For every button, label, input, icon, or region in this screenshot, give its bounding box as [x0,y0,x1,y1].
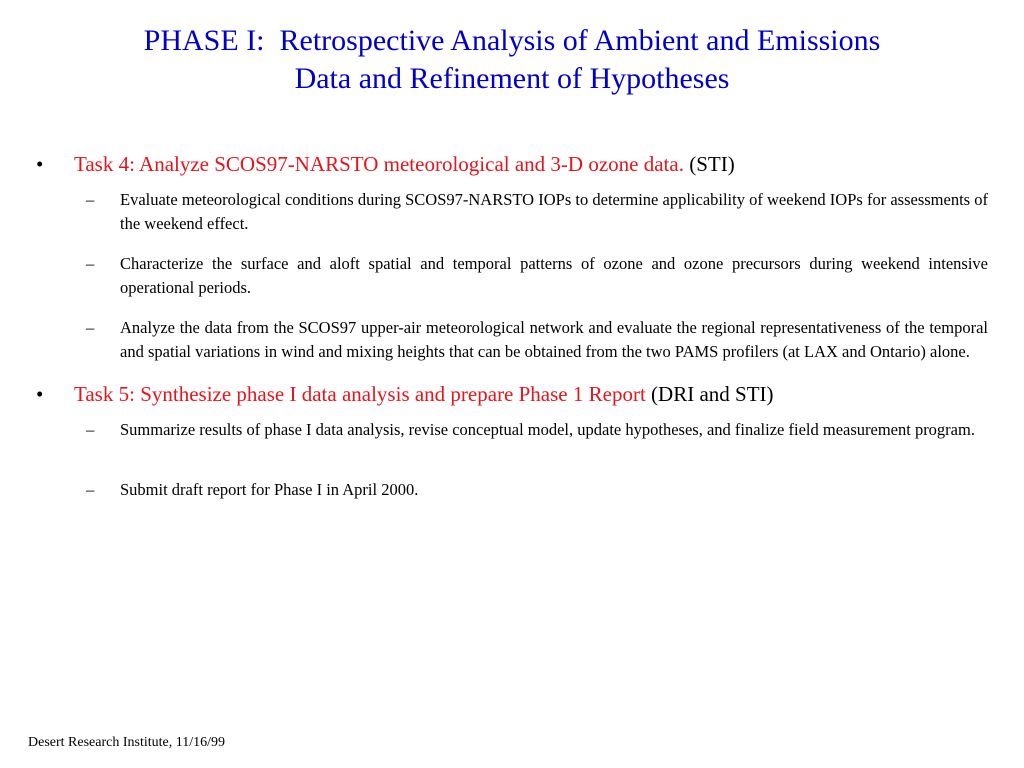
task-4-subitem-2 [36,252,988,300]
task-5-label: Task 5: Synthesize phase I data analysis and prepare Phase 1 Report [74,382,652,406]
task-4-label: Task 4: Analyze SCOS97-NARSTO meteorological and 3-D ozone data. [74,152,690,176]
dash-marker: – [86,190,95,209]
subitem-text: Characterize the surface and aloft spatial and temporal patterns of ozone and ozone precursors during weekend intensive operational periods. [120,254,988,297]
task-4-subitem-1 [36,188,988,236]
bullet-marker: • [36,152,44,176]
task-4-bullet [36,150,988,178]
task-4-owner: (STI) [689,152,735,176]
slide-title-line-2: Data and Refinement of Hypotheses [294,62,730,95]
subitem-text: Submit draft report for Phase I in April 2000. [120,480,419,499]
slide-title [40,22,984,98]
slide-footer: Desert Research Institute, 11/16/99 [28,735,225,750]
bullet-marker: • [36,382,44,406]
dash-marker: – [86,480,95,499]
dash-marker: – [86,254,95,273]
subitem-text: Evaluate meteorological conditions during SCOS97-NARSTO IOPs to determine applicability of weekend IOPs for assessments of the weekend effect. [120,190,988,233]
subitem-text: Analyze the data from the SCOS97 upper-air meteorological network and evaluate the regional representativeness of the temporal and spatial variations in wind and mixing heights that can be obtained from the two PAMS profilers (at LAX and Ontario) alone. [120,318,988,361]
task-5-owner: (DRI and STI) [651,382,774,406]
slide-title-line-1: PHASE I: Retrospective Analysis of Ambient and Emissions [143,24,881,57]
task-5-subitem-1 [36,418,988,442]
task-4-subitem-3 [36,316,988,364]
dash-marker: – [86,318,95,337]
task-5-subitem-2 [36,478,988,502]
task-5-bullet [36,380,988,408]
dash-marker: – [86,420,95,439]
slide-body [36,150,988,518]
subitem-text: Summarize results of phase I data analysis, revise conceptual model, update hypotheses, and finalize field measurement program. [120,420,975,439]
